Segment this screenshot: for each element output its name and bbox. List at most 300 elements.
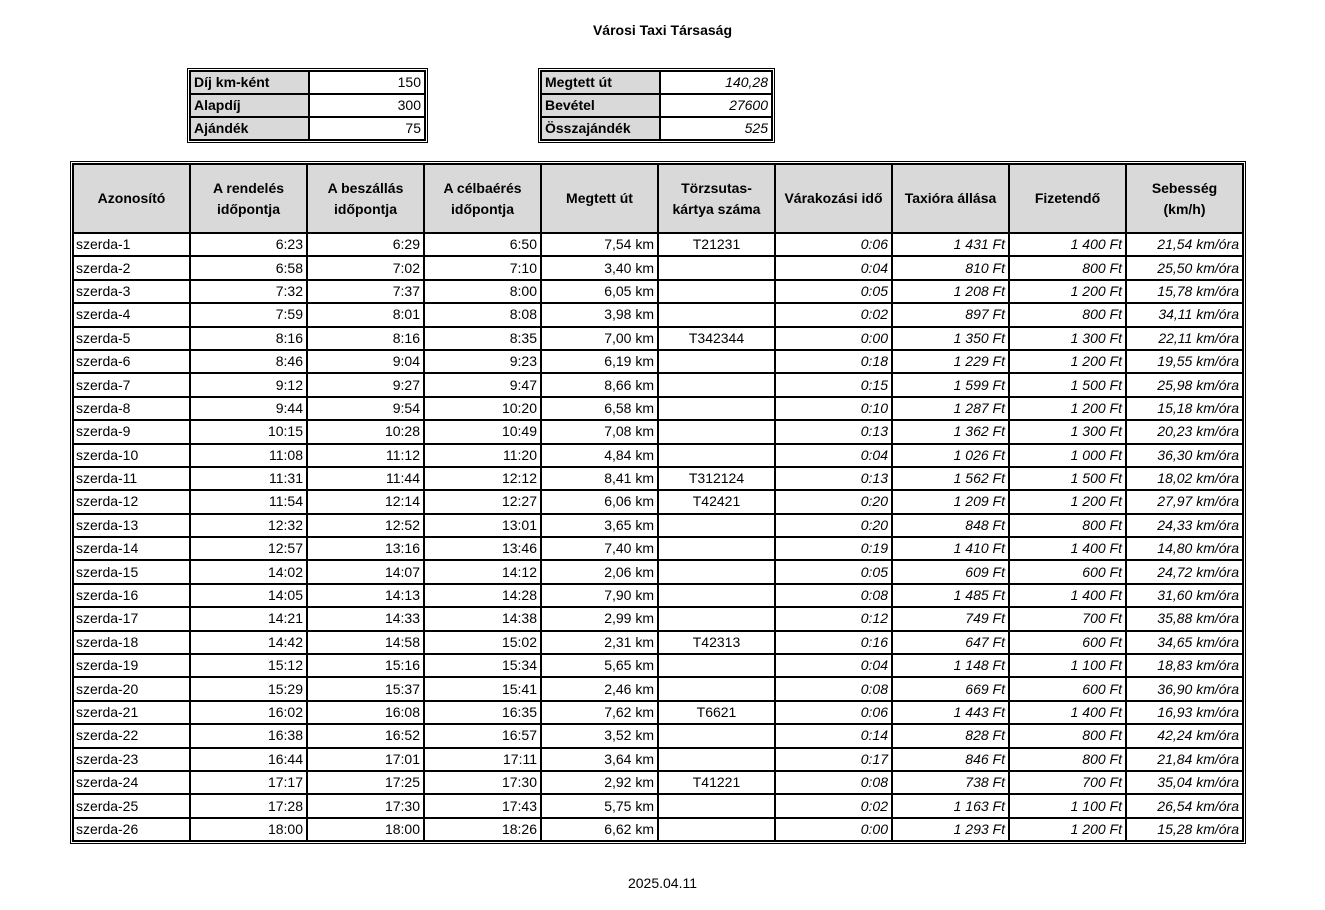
order-time-cell[interactable]: 16:44 <box>190 748 307 771</box>
amount-due-cell[interactable]: 800 Ft <box>1009 724 1126 747</box>
pickup-time-cell[interactable]: 9:04 <box>307 350 424 373</box>
arrival-time-cell[interactable]: 8:08 <box>424 303 541 326</box>
amount-due-cell[interactable]: 1 100 Ft <box>1009 794 1126 817</box>
ride-id-cell[interactable]: szerda-19 <box>73 654 190 677</box>
pickup-time-cell[interactable]: 15:16 <box>307 654 424 677</box>
arrival-time-cell[interactable]: 15:02 <box>424 631 541 654</box>
ride-id-cell[interactable]: szerda-4 <box>73 303 190 326</box>
ride-id-cell[interactable]: szerda-20 <box>73 677 190 700</box>
amount-due-cell[interactable]: 1 200 Ft <box>1009 350 1126 373</box>
waiting-time-cell[interactable]: 0:15 <box>775 373 892 396</box>
order-time-cell[interactable]: 10:15 <box>190 420 307 443</box>
speed-cell[interactable]: 15,28 km/óra <box>1126 818 1243 841</box>
waiting-time-cell[interactable]: 0:20 <box>775 514 892 537</box>
distance-cell[interactable]: 8,41 km <box>541 467 658 490</box>
arrival-time-cell[interactable]: 14:12 <box>424 560 541 583</box>
pickup-time-cell[interactable]: 8:01 <box>307 303 424 326</box>
distance-cell[interactable]: 2,06 km <box>541 560 658 583</box>
loyalty-card-cell[interactable] <box>658 256 775 279</box>
loyalty-card-cell[interactable] <box>658 560 775 583</box>
amount-due-cell[interactable]: 1 400 Ft <box>1009 584 1126 607</box>
pickup-time-cell[interactable]: 14:07 <box>307 560 424 583</box>
speed-cell[interactable]: 34,11 km/óra <box>1126 303 1243 326</box>
loyalty-card-cell[interactable] <box>658 748 775 771</box>
arrival-time-cell[interactable]: 10:49 <box>424 420 541 443</box>
speed-cell[interactable]: 24,72 km/óra <box>1126 560 1243 583</box>
order-time-cell[interactable]: 11:08 <box>190 444 307 467</box>
ride-id-cell[interactable]: szerda-2 <box>73 256 190 279</box>
amount-due-cell[interactable]: 1 200 Ft <box>1009 397 1126 420</box>
amount-due-cell[interactable]: 1 000 Ft <box>1009 444 1126 467</box>
meter-reading-cell[interactable]: 1 293 Ft <box>892 818 1009 841</box>
pickup-time-cell[interactable]: 8:16 <box>307 327 424 350</box>
ride-id-cell[interactable]: szerda-16 <box>73 584 190 607</box>
speed-cell[interactable]: 18,02 km/óra <box>1126 467 1243 490</box>
distance-cell[interactable]: 7,54 km <box>541 233 658 256</box>
distance-cell[interactable]: 7,00 km <box>541 327 658 350</box>
distance-cell[interactable]: 6,62 km <box>541 818 658 841</box>
param-label[interactable]: Ajándék <box>190 117 309 140</box>
ride-id-cell[interactable]: szerda-10 <box>73 444 190 467</box>
table-row <box>73 467 1243 490</box>
pickup-time-cell[interactable]: 14:13 <box>307 584 424 607</box>
distance-cell[interactable]: 5,65 km <box>541 654 658 677</box>
column-header[interactable]: Törzsutas-kártya száma <box>658 164 775 233</box>
column-header[interactable]: Fizetendő <box>1009 164 1126 233</box>
loyalty-card-cell[interactable] <box>658 677 775 700</box>
loyalty-card-cell[interactable]: T342344 <box>658 327 775 350</box>
distance-cell[interactable]: 4,84 km <box>541 444 658 467</box>
order-time-cell[interactable]: 14:21 <box>190 607 307 630</box>
arrival-time-cell[interactable]: 12:12 <box>424 467 541 490</box>
arrival-time-cell[interactable]: 12:27 <box>424 490 541 513</box>
meter-reading-cell[interactable]: 1 431 Ft <box>892 233 1009 256</box>
pickup-time-cell[interactable]: 15:37 <box>307 677 424 700</box>
column-header[interactable]: Taxióra állása <box>892 164 1009 233</box>
arrival-time-cell[interactable]: 15:41 <box>424 677 541 700</box>
column-header[interactable]: A beszállás időpontja <box>307 164 424 233</box>
column-header[interactable]: Azonosító <box>73 164 190 233</box>
arrival-time-cell[interactable]: 18:26 <box>424 818 541 841</box>
loyalty-card-cell[interactable]: T42313 <box>658 631 775 654</box>
ride-id-cell[interactable]: szerda-17 <box>73 607 190 630</box>
order-time-cell[interactable]: 8:46 <box>190 350 307 373</box>
speed-cell[interactable]: 36,30 km/óra <box>1126 444 1243 467</box>
speed-cell[interactable]: 15,18 km/óra <box>1126 397 1243 420</box>
summary-label[interactable]: Megtett út <box>541 71 660 94</box>
ride-id-cell[interactable]: szerda-11 <box>73 467 190 490</box>
speed-cell[interactable]: 22,11 km/óra <box>1126 327 1243 350</box>
meter-reading-cell[interactable]: 846 Ft <box>892 748 1009 771</box>
distance-cell[interactable]: 2,31 km <box>541 631 658 654</box>
pickup-time-cell[interactable]: 17:30 <box>307 794 424 817</box>
order-time-cell[interactable]: 15:29 <box>190 677 307 700</box>
order-time-cell[interactable]: 8:16 <box>190 327 307 350</box>
speed-cell[interactable]: 15,78 km/óra <box>1126 280 1243 303</box>
meter-reading-cell[interactable]: 828 Ft <box>892 724 1009 747</box>
param-label[interactable]: Díj km-ként <box>190 71 309 94</box>
speed-cell[interactable]: 18,83 km/óra <box>1126 654 1243 677</box>
pickup-time-cell[interactable]: 11:44 <box>307 467 424 490</box>
distance-cell[interactable]: 3,65 km <box>541 514 658 537</box>
table-row <box>73 490 1243 513</box>
speed-cell[interactable]: 24,33 km/óra <box>1126 514 1243 537</box>
amount-due-cell[interactable]: 1 500 Ft <box>1009 467 1126 490</box>
distance-cell[interactable]: 6,05 km <box>541 280 658 303</box>
param-label[interactable]: Alapdíj <box>190 94 309 117</box>
amount-due-cell[interactable]: 1 200 Ft <box>1009 280 1126 303</box>
table-row <box>73 537 1243 560</box>
distance-cell[interactable]: 3,98 km <box>541 303 658 326</box>
meter-reading-cell[interactable]: 810 Ft <box>892 256 1009 279</box>
loyalty-card-cell[interactable]: T41221 <box>658 771 775 794</box>
amount-due-cell[interactable]: 1 100 Ft <box>1009 654 1126 677</box>
waiting-time-cell[interactable]: 0:00 <box>775 327 892 350</box>
table-row <box>73 771 1243 794</box>
pickup-time-cell[interactable]: 12:14 <box>307 490 424 513</box>
loyalty-card-cell[interactable]: T42421 <box>658 490 775 513</box>
distance-cell[interactable]: 5,75 km <box>541 794 658 817</box>
arrival-time-cell[interactable]: 11:20 <box>424 444 541 467</box>
loyalty-card-cell[interactable]: T312124 <box>658 467 775 490</box>
order-time-cell[interactable]: 6:23 <box>190 233 307 256</box>
amount-due-cell[interactable]: 1 400 Ft <box>1009 233 1126 256</box>
speed-cell[interactable]: 26,54 km/óra <box>1126 794 1243 817</box>
arrival-time-cell[interactable]: 7:10 <box>424 256 541 279</box>
footer-date: 2025.04.11 <box>627 875 698 891</box>
column-header[interactable]: A rendelés időpontja <box>190 164 307 233</box>
pickup-time-cell[interactable]: 14:58 <box>307 631 424 654</box>
arrival-time-cell[interactable]: 16:35 <box>424 701 541 724</box>
amount-due-cell[interactable]: 1 400 Ft <box>1009 701 1126 724</box>
pickup-time-cell[interactable]: 7:02 <box>307 256 424 279</box>
speed-cell[interactable]: 21,54 km/óra <box>1126 233 1243 256</box>
table-row <box>73 560 1243 583</box>
waiting-time-cell[interactable]: 0:02 <box>775 303 892 326</box>
loyalty-card-cell[interactable] <box>658 444 775 467</box>
speed-cell[interactable]: 42,24 km/óra <box>1126 724 1243 747</box>
ride-id-cell[interactable]: szerda-12 <box>73 490 190 513</box>
pickup-time-cell[interactable]: 9:27 <box>307 373 424 396</box>
pickup-time-cell[interactable]: 16:08 <box>307 701 424 724</box>
meter-reading-cell[interactable]: 1 026 Ft <box>892 444 1009 467</box>
pickup-time-cell[interactable]: 18:00 <box>307 818 424 841</box>
meter-reading-cell[interactable]: 1 229 Ft <box>892 350 1009 373</box>
pickup-time-cell[interactable]: 11:12 <box>307 444 424 467</box>
waiting-time-cell[interactable]: 0:13 <box>775 420 892 443</box>
loyalty-card-cell[interactable] <box>658 584 775 607</box>
loyalty-card-cell[interactable]: T21231 <box>658 233 775 256</box>
ride-id-cell[interactable]: szerda-7 <box>73 373 190 396</box>
order-time-cell[interactable]: 14:05 <box>190 584 307 607</box>
table-row <box>73 373 1243 396</box>
table-row <box>73 701 1243 724</box>
order-time-cell[interactable]: 7:32 <box>190 280 307 303</box>
waiting-time-cell[interactable]: 0:08 <box>775 584 892 607</box>
amount-due-cell[interactable]: 600 Ft <box>1009 560 1126 583</box>
order-time-cell[interactable]: 11:31 <box>190 467 307 490</box>
meter-reading-cell[interactable]: 1 485 Ft <box>892 584 1009 607</box>
waiting-time-cell[interactable]: 0:06 <box>775 233 892 256</box>
distance-cell[interactable]: 3,64 km <box>541 748 658 771</box>
speed-cell[interactable]: 35,04 km/óra <box>1126 771 1243 794</box>
meter-reading-cell[interactable]: 647 Ft <box>892 631 1009 654</box>
pickup-time-cell[interactable]: 17:25 <box>307 771 424 794</box>
ride-id-cell[interactable]: szerda-21 <box>73 701 190 724</box>
arrival-time-cell[interactable]: 14:28 <box>424 584 541 607</box>
summary-value[interactable]: 140,28 <box>660 71 772 94</box>
loyalty-card-cell[interactable] <box>658 607 775 630</box>
order-time-cell[interactable]: 9:44 <box>190 397 307 420</box>
arrival-time-cell[interactable]: 8:00 <box>424 280 541 303</box>
column-header[interactable]: Sebesség (km/h) <box>1126 164 1243 233</box>
waiting-time-cell[interactable]: 0:04 <box>775 444 892 467</box>
arrival-time-cell[interactable]: 15:34 <box>424 654 541 677</box>
order-time-cell[interactable]: 6:58 <box>190 256 307 279</box>
order-time-cell[interactable]: 15:12 <box>190 654 307 677</box>
pickup-time-cell[interactable]: 12:52 <box>307 514 424 537</box>
meter-reading-cell[interactable]: 1 350 Ft <box>892 327 1009 350</box>
amount-due-cell[interactable]: 600 Ft <box>1009 677 1126 700</box>
waiting-time-cell[interactable]: 0:00 <box>775 818 892 841</box>
order-time-cell[interactable]: 12:32 <box>190 514 307 537</box>
amount-due-cell[interactable]: 1 500 Ft <box>1009 373 1126 396</box>
pickup-time-cell[interactable]: 6:29 <box>307 233 424 256</box>
table-row <box>73 724 1243 747</box>
loyalty-card-cell[interactable] <box>658 537 775 560</box>
speed-cell[interactable]: 36,90 km/óra <box>1126 677 1243 700</box>
arrival-time-cell[interactable]: 9:23 <box>424 350 541 373</box>
arrival-time-cell[interactable]: 17:43 <box>424 794 541 817</box>
ride-id-cell[interactable]: szerda-14 <box>73 537 190 560</box>
order-time-cell[interactable]: 18:00 <box>190 818 307 841</box>
amount-due-cell[interactable]: 700 Ft <box>1009 771 1126 794</box>
distance-cell[interactable]: 7,08 km <box>541 420 658 443</box>
meter-reading-cell[interactable]: 1 562 Ft <box>892 467 1009 490</box>
distance-cell[interactable]: 6,58 km <box>541 397 658 420</box>
order-time-cell[interactable]: 16:02 <box>190 701 307 724</box>
summary-label[interactable]: Bevétel <box>541 94 660 117</box>
param-value[interactable]: 300 <box>309 94 425 117</box>
waiting-time-cell[interactable]: 0:02 <box>775 794 892 817</box>
waiting-time-cell[interactable]: 0:04 <box>775 654 892 677</box>
meter-reading-cell[interactable]: 1 148 Ft <box>892 654 1009 677</box>
column-header[interactable]: Várakozási idő <box>775 164 892 233</box>
ride-id-cell[interactable]: szerda-23 <box>73 748 190 771</box>
waiting-time-cell[interactable]: 0:05 <box>775 280 892 303</box>
speed-cell[interactable]: 20,23 km/óra <box>1126 420 1243 443</box>
table-row <box>73 607 1243 630</box>
distance-cell[interactable]: 2,46 km <box>541 677 658 700</box>
amount-due-cell[interactable]: 1 200 Ft <box>1009 490 1126 513</box>
waiting-time-cell[interactable]: 0:16 <box>775 631 892 654</box>
waiting-time-cell[interactable]: 0:17 <box>775 748 892 771</box>
order-time-cell[interactable]: 7:59 <box>190 303 307 326</box>
ride-id-cell[interactable]: szerda-1 <box>73 233 190 256</box>
ride-id-cell[interactable]: szerda-8 <box>73 397 190 420</box>
summary-value[interactable]: 525 <box>660 117 772 140</box>
arrival-time-cell[interactable]: 8:35 <box>424 327 541 350</box>
distance-cell[interactable]: 3,52 km <box>541 724 658 747</box>
table-row <box>73 654 1243 677</box>
table-row <box>73 677 1243 700</box>
arrival-time-cell[interactable]: 14:38 <box>424 607 541 630</box>
distance-cell[interactable]: 2,92 km <box>541 771 658 794</box>
loyalty-card-cell[interactable]: T6621 <box>658 701 775 724</box>
speed-cell[interactable]: 16,93 km/óra <box>1126 701 1243 724</box>
speed-cell[interactable]: 27,97 km/óra <box>1126 490 1243 513</box>
amount-due-cell[interactable]: 800 Ft <box>1009 256 1126 279</box>
distance-cell[interactable]: 7,40 km <box>541 537 658 560</box>
distance-cell[interactable]: 8,66 km <box>541 373 658 396</box>
order-time-cell[interactable]: 11:54 <box>190 490 307 513</box>
meter-reading-cell[interactable]: 1 163 Ft <box>892 794 1009 817</box>
loyalty-card-cell[interactable] <box>658 397 775 420</box>
meter-reading-cell[interactable]: 609 Ft <box>892 560 1009 583</box>
column-header[interactable]: Megtett út <box>541 164 658 233</box>
meter-reading-cell[interactable]: 1 362 Ft <box>892 420 1009 443</box>
arrival-time-cell[interactable]: 6:50 <box>424 233 541 256</box>
meter-reading-cell[interactable]: 1 443 Ft <box>892 701 1009 724</box>
loyalty-card-cell[interactable] <box>658 794 775 817</box>
amount-due-cell[interactable]: 1 400 Ft <box>1009 537 1126 560</box>
table-row <box>73 514 1243 537</box>
summary-label[interactable]: Összajándék <box>541 117 660 140</box>
param-value[interactable]: 75 <box>309 117 425 140</box>
waiting-time-cell[interactable]: 0:12 <box>775 607 892 630</box>
amount-due-cell[interactable]: 700 Ft <box>1009 607 1126 630</box>
ride-id-cell[interactable]: szerda-5 <box>73 327 190 350</box>
ride-id-cell[interactable]: szerda-13 <box>73 514 190 537</box>
amount-due-cell[interactable]: 1 200 Ft <box>1009 818 1126 841</box>
arrival-time-cell[interactable]: 17:11 <box>424 748 541 771</box>
meter-reading-cell[interactable]: 1 287 Ft <box>892 397 1009 420</box>
waiting-time-cell[interactable]: 0:05 <box>775 560 892 583</box>
speed-cell[interactable]: 25,98 km/óra <box>1126 373 1243 396</box>
pickup-time-cell[interactable]: 13:16 <box>307 537 424 560</box>
waiting-time-cell[interactable]: 0:08 <box>775 677 892 700</box>
order-time-cell[interactable]: 14:42 <box>190 631 307 654</box>
table-row <box>73 748 1243 771</box>
amount-due-cell[interactable]: 1 300 Ft <box>1009 420 1126 443</box>
pickup-time-cell[interactable]: 17:01 <box>307 748 424 771</box>
loyalty-card-cell[interactable] <box>658 654 775 677</box>
loyalty-card-cell[interactable] <box>658 303 775 326</box>
ride-id-cell[interactable]: szerda-26 <box>73 818 190 841</box>
meter-reading-cell[interactable]: 1 209 Ft <box>892 490 1009 513</box>
waiting-time-cell[interactable]: 0:13 <box>775 467 892 490</box>
waiting-time-cell[interactable]: 0:18 <box>775 350 892 373</box>
arrival-time-cell[interactable]: 13:01 <box>424 514 541 537</box>
meter-reading-cell[interactable]: 897 Ft <box>892 303 1009 326</box>
param-value[interactable]: 150 <box>309 71 425 94</box>
loyalty-card-cell[interactable] <box>658 420 775 443</box>
meter-reading-cell[interactable]: 669 Ft <box>892 677 1009 700</box>
speed-cell[interactable]: 14,80 km/óra <box>1126 537 1243 560</box>
ride-id-cell[interactable]: szerda-9 <box>73 420 190 443</box>
ride-id-cell[interactable]: szerda-22 <box>73 724 190 747</box>
amount-due-cell[interactable]: 600 Ft <box>1009 631 1126 654</box>
waiting-time-cell[interactable]: 0:19 <box>775 537 892 560</box>
waiting-time-cell[interactable]: 0:14 <box>775 724 892 747</box>
order-time-cell[interactable]: 16:38 <box>190 724 307 747</box>
speed-cell[interactable]: 35,88 km/óra <box>1126 607 1243 630</box>
loyalty-card-cell[interactable] <box>658 724 775 747</box>
distance-cell[interactable]: 6,06 km <box>541 490 658 513</box>
pickup-time-cell[interactable]: 10:28 <box>307 420 424 443</box>
ride-id-cell[interactable]: szerda-6 <box>73 350 190 373</box>
table-row <box>73 631 1243 654</box>
ride-id-cell[interactable]: szerda-3 <box>73 280 190 303</box>
order-time-cell[interactable]: 9:12 <box>190 373 307 396</box>
arrival-time-cell[interactable]: 17:30 <box>424 771 541 794</box>
loyalty-card-cell[interactable] <box>658 350 775 373</box>
table-row <box>73 818 1243 841</box>
distance-cell[interactable]: 2,99 km <box>541 607 658 630</box>
waiting-time-cell[interactable]: 0:20 <box>775 490 892 513</box>
meter-reading-cell[interactable]: 1 208 Ft <box>892 280 1009 303</box>
meter-reading-cell[interactable]: 848 Ft <box>892 514 1009 537</box>
table-row <box>73 233 1243 256</box>
ride-id-cell[interactable]: szerda-15 <box>73 560 190 583</box>
distance-cell[interactable]: 3,40 km <box>541 256 658 279</box>
summary-value[interactable]: 27600 <box>660 94 772 117</box>
loyalty-card-cell[interactable] <box>658 280 775 303</box>
arrival-time-cell[interactable]: 13:46 <box>424 537 541 560</box>
pickup-time-cell[interactable]: 14:33 <box>307 607 424 630</box>
order-time-cell[interactable]: 14:02 <box>190 560 307 583</box>
ride-id-cell[interactable]: szerda-24 <box>73 771 190 794</box>
order-time-cell[interactable]: 17:28 <box>190 794 307 817</box>
amount-due-cell[interactable]: 1 300 Ft <box>1009 327 1126 350</box>
speed-cell[interactable]: 21,84 km/óra <box>1126 748 1243 771</box>
waiting-time-cell[interactable]: 0:06 <box>775 701 892 724</box>
column-header[interactable]: A célbaérés időpontja <box>424 164 541 233</box>
loyalty-card-cell[interactable] <box>658 373 775 396</box>
amount-due-cell[interactable]: 800 Ft <box>1009 748 1126 771</box>
arrival-time-cell[interactable]: 9:47 <box>424 373 541 396</box>
amount-due-cell[interactable]: 800 Ft <box>1009 303 1126 326</box>
order-time-cell[interactable]: 12:57 <box>190 537 307 560</box>
loyalty-card-cell[interactable] <box>658 514 775 537</box>
waiting-time-cell[interactable]: 0:04 <box>775 256 892 279</box>
loyalty-card-cell[interactable] <box>658 818 775 841</box>
table-row <box>73 584 1243 607</box>
arrival-time-cell[interactable]: 10:20 <box>424 397 541 420</box>
meter-reading-cell[interactable]: 738 Ft <box>892 771 1009 794</box>
pickup-time-cell[interactable]: 9:54 <box>307 397 424 420</box>
meter-reading-cell[interactable]: 1 599 Ft <box>892 373 1009 396</box>
distance-cell[interactable]: 6,19 km <box>541 350 658 373</box>
arrival-time-cell[interactable]: 16:57 <box>424 724 541 747</box>
distance-cell[interactable]: 7,62 km <box>541 701 658 724</box>
ride-id-cell[interactable]: szerda-18 <box>73 631 190 654</box>
distance-cell[interactable]: 7,90 km <box>541 584 658 607</box>
amount-due-cell[interactable]: 800 Ft <box>1009 514 1126 537</box>
order-time-cell[interactable]: 17:17 <box>190 771 307 794</box>
pickup-time-cell[interactable]: 16:52 <box>307 724 424 747</box>
speed-cell[interactable]: 19,55 km/óra <box>1126 350 1243 373</box>
speed-cell[interactable]: 25,50 km/óra <box>1126 256 1243 279</box>
pickup-time-cell[interactable]: 7:37 <box>307 280 424 303</box>
meter-reading-cell[interactable]: 749 Ft <box>892 607 1009 630</box>
waiting-time-cell[interactable]: 0:08 <box>775 771 892 794</box>
waiting-time-cell[interactable]: 0:10 <box>775 397 892 420</box>
meter-reading-cell[interactable]: 1 410 Ft <box>892 537 1009 560</box>
speed-cell[interactable]: 31,60 km/óra <box>1126 584 1243 607</box>
speed-cell[interactable]: 34,65 km/óra <box>1126 631 1243 654</box>
ride-id-cell[interactable]: szerda-25 <box>73 794 190 817</box>
